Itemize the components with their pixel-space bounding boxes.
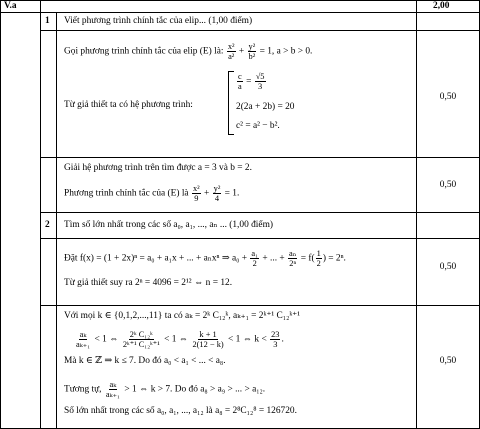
part2-title: Tìm số lớn nhất trong các số a₀, a₁, ..., aₙ ... (1,00 điểm) <box>64 220 273 230</box>
ellipse-form-line: Gọi phương trình chính tắc của elip (E) là: $\frac{\text{x²}}{\text{a²}}$ + $\frac{\text{y²}}{\text{b²}}$ = 1, a > b > 0. <box>64 42 313 61</box>
ak-over-ak1: $\frac{\text{aₖ}}{\text{aₖ₊₁}}$ <box>76 330 91 349</box>
y2-over-b2: $\frac{\text{y²}}{\text{b²}}$ <box>248 42 256 61</box>
col2-line <box>56 12 57 429</box>
a1-over-2: $\frac{\text{a₁}}{2}$ <box>251 249 259 268</box>
part2-row-line <box>40 305 480 306</box>
max-coefficient-line: Số lớn nhất trong các số a₀, a₁, ..., a₁₂ là a₈ = 2⁸C₁₂⁸ = 126720. <box>64 406 297 416</box>
binomial-ratio: $\frac{\text{2ᵏ C₁₂ᵏ}}{\text{2ᵏ⁺¹ C₁₂ᵏ⁺¹}}$ <box>122 330 160 349</box>
section-label: V.a <box>4 1 17 11</box>
expansion-line: Đặt f(x) = (1 + 2x)ⁿ = a₀ + a₁x + ... + aₙxⁿ ⇒ a₀ + $\frac{\text{a₁}}{2}$ + ... + $\frac{\text{aₙ}}{\text{2ⁿ}}$ = f( $\frac{1}{2}$ ) = 2ⁿ. <box>64 249 346 268</box>
k-ratio: $\frac{k + 1}{2(12 - k)}$ <box>192 330 224 349</box>
part1-title-line <box>40 30 480 31</box>
system-eq1: $\frac{c}{a}$ = $\frac{√5}{3}$ <box>238 72 265 91</box>
score-part2-a: 0,50 <box>439 262 457 272</box>
n-solve-line: Từ giả thiết suy ra 2ⁿ = 4096 = 2¹² ⇔ n = 12. <box>64 278 233 288</box>
score-col-line <box>416 0 417 429</box>
system-eq3: c² = a² − b². <box>236 121 280 131</box>
part1-title: Viết phương trình chính tắc của elip... (1,00 điểm) <box>64 16 253 26</box>
increasing-line: Mà k ∈ ℤ ⇒ k ≤ 7. Do đó a₀ < a₁ < ... < a₈. <box>64 356 226 366</box>
one-half: $\frac{1}{2}$ <box>316 249 321 268</box>
ellipse-result-line: Phương trình chính tắc của (E) là $\frac{\text{x²}}{9}$ + $\frac{\text{y²}}{4}$ = 1. <box>64 184 240 203</box>
x2-over-a2: $\frac{\text{x²}}{\text{a²}}$ <box>227 42 235 61</box>
part1-number: 1 <box>45 16 50 26</box>
ak-over-ak1-b: $\frac{\text{aₖ}}{\text{aₖ₊₁}}$ <box>105 380 120 399</box>
total-score: 2,00 <box>433 1 450 11</box>
part1-row-line <box>40 157 480 158</box>
part2-title-line <box>40 238 480 239</box>
score-part1-b: 0,50 <box>439 180 457 190</box>
system-lead: Từ giả thiết ta có hệ phương trình: <box>64 100 193 110</box>
table-border-top <box>0 0 480 1</box>
y2-over-4: $\frac{\text{y²}}{4}$ <box>213 184 221 203</box>
c-over-a: $\frac{c}{a}$ <box>238 72 242 91</box>
system-eq2: 2(2a + 2b) = 20 <box>236 102 295 112</box>
decreasing-line: Tương tự, $\frac{\text{aₖ}}{\text{aₖ₊₁}}$ > 1 ⇔ k > 7. Do đó a₈ > a₉ > ... > a₁₂. <box>64 380 266 399</box>
23-over-3: $\frac{23}{3}$ <box>271 330 280 349</box>
score-part1-a: 0,50 <box>439 92 457 102</box>
part1-end-line <box>40 212 480 213</box>
ratio-inequality-line: $\frac{\text{aₖ}}{\text{aₖ₊₁}}$ < 1 ⇔ $\frac{\text{2ᵏ C₁₂ᵏ}}{\text{2ᵏ⁺¹ C₁₂ᵏ⁺¹}}$ < 1 ⇔ $\frac{k + 1}{2(12 - k)}$ < 1 ⇔ k < $\frac{23}{3}$ . <box>76 330 284 349</box>
table-border-left <box>0 0 1 429</box>
system-brace <box>228 71 234 135</box>
root5-over-3: $\frac{√5}{3}$ <box>255 72 265 91</box>
score-part2-b: 0,50 <box>439 356 457 366</box>
an-over-2n: $\frac{\text{aₙ}}{\text{2ⁿ}}$ <box>289 249 297 268</box>
ellipse-form-tail: = 1, a > b > 0. <box>259 46 313 57</box>
part2-number: 2 <box>45 220 50 230</box>
solve-system-line: Giải hệ phương trình trên tìm được a = 3 và b = 2. <box>64 163 252 173</box>
header-row-line <box>0 12 480 13</box>
coefficients-line: Với mọi k ∈ {0,1,2,...,11} ta có aₖ = 2ᵏ C₁₂ᵏ, aₖ₊₁ = 2ᵏ⁺¹ C₁₂ᵏ⁺¹ <box>64 311 301 321</box>
x2-over-9: $\frac{\text{x²}}{9}$ <box>192 184 200 203</box>
col1-line <box>40 0 41 429</box>
ellipse-form-lead: Gọi phương trình chính tắc của elip (E) là: <box>64 46 224 57</box>
